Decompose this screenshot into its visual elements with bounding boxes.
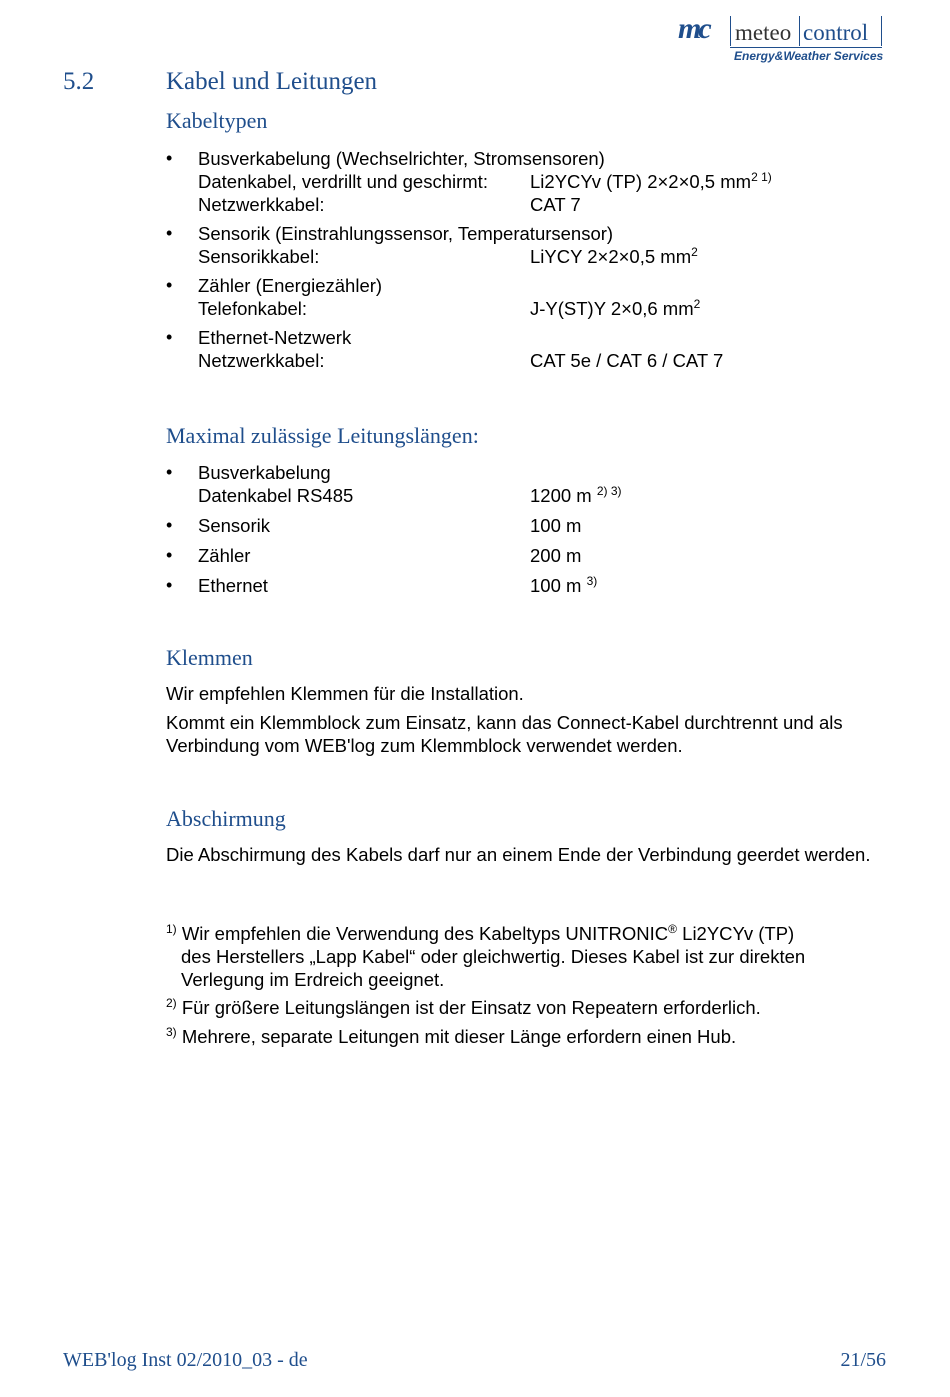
length-label: Datenkabel RS485 bbox=[198, 485, 354, 506]
list-item bbox=[166, 147, 886, 216]
length-value-text: 100 m bbox=[530, 575, 582, 596]
logo-divider bbox=[799, 16, 800, 46]
klemmen-paragraph-1: Wir empfehlen Klemmen für die Installation. bbox=[166, 683, 524, 704]
footnote-mark: 1) bbox=[166, 922, 177, 936]
logo-mark: mc bbox=[678, 12, 709, 45]
cable-value bbox=[530, 170, 772, 193]
footer-document-id: WEB'log Inst 02/2010_03 - de bbox=[63, 1349, 308, 1371]
footnote-2 bbox=[166, 996, 886, 1019]
length-value-text: 1200 m bbox=[530, 485, 592, 506]
superscript: 3) bbox=[586, 574, 598, 588]
list-item-title: • Busverkabelung (Wechselrichter, Stromsensoren) bbox=[198, 148, 605, 169]
footnote-1 bbox=[166, 922, 886, 991]
footnote-3 bbox=[166, 1025, 886, 1048]
registered-mark: ® bbox=[668, 922, 678, 936]
list-item bbox=[166, 222, 886, 268]
list-item-title: • Zähler (Energiezähler) bbox=[198, 275, 383, 296]
cable-row bbox=[198, 297, 886, 320]
cable-value bbox=[530, 297, 700, 320]
cable-label: Telefonkabel: bbox=[198, 298, 308, 319]
logo-divider bbox=[881, 16, 882, 46]
footnote-text: Wir empfehlen die Verwendung des Kabeltyps UNITRONIC bbox=[181, 923, 669, 944]
cable-value: CAT 5e / CAT 6 / CAT 7 bbox=[530, 350, 724, 371]
logo-word-control: control bbox=[803, 20, 869, 45]
length-row bbox=[198, 574, 886, 597]
length-value bbox=[530, 484, 622, 507]
footnote-text: Mehrere, separate Leitungen mit dieser Länge erfordern einen Hub. bbox=[181, 1026, 737, 1047]
cable-value bbox=[530, 245, 698, 268]
footnote-mark: 3) bbox=[166, 1025, 177, 1039]
length-value: 200 m bbox=[530, 545, 582, 566]
logo-divider bbox=[730, 16, 731, 46]
list-item bbox=[166, 574, 886, 597]
section-number: 5.2 bbox=[63, 68, 95, 95]
section-title: Kabel und Leitungen bbox=[166, 68, 378, 95]
cable-row bbox=[198, 245, 886, 268]
list-item bbox=[166, 544, 886, 567]
heading-leitungslaengen: Maximal zulässige Leitungslängen: bbox=[166, 423, 479, 448]
superscript: 2) 3) bbox=[596, 484, 622, 498]
cable-label: Datenkabel, verdrillt und geschirmt: bbox=[198, 171, 488, 192]
klemmen-paragraph-2: Kommt ein Klemmblock zum Einsatz, kann das Connect-Kabel durchtrennt und als Verbindung vom WEB'log zum Klemmblock verwendet werden. bbox=[166, 712, 843, 756]
cable-label: Sensorikkabel: bbox=[198, 246, 320, 267]
length-row bbox=[198, 544, 886, 567]
cable-label: Netzwerkkabel: bbox=[198, 350, 325, 371]
list-item-title: • Ethernet-Netzwerk bbox=[198, 327, 352, 348]
list-item bbox=[166, 326, 886, 372]
list-item-title: • Sensorik (Einstrahlungssensor, Temperatursensor) bbox=[198, 223, 614, 244]
superscript: 2 1) bbox=[751, 170, 772, 184]
cable-value-text: LiYCY 2×2×0,5 mm bbox=[530, 246, 692, 267]
footer-page-number: 21/56 bbox=[840, 1349, 886, 1371]
length-label: Ethernet bbox=[198, 575, 268, 596]
cable-row bbox=[198, 170, 886, 193]
superscript: 2 bbox=[691, 245, 698, 259]
heading-kabeltypen: Kabeltypen bbox=[166, 108, 268, 133]
length-label: Sensorik bbox=[198, 515, 270, 536]
footnote-mark: 2) bbox=[166, 996, 177, 1010]
heading-abschirmung: Abschirmung bbox=[166, 806, 286, 831]
list-item bbox=[166, 514, 886, 537]
heading-klemmen: Klemmen bbox=[166, 645, 253, 670]
company-logo bbox=[678, 12, 888, 66]
logo-word-meteo: meteo bbox=[735, 20, 792, 45]
cable-row bbox=[198, 349, 886, 372]
superscript: 2 bbox=[693, 297, 701, 311]
footnote-text: Für größere Leitungslängen ist der Einsatz von Repeatern erforderlich. bbox=[181, 997, 761, 1018]
logo-tagline: Energy&Weather Services bbox=[734, 49, 884, 63]
length-row bbox=[198, 514, 886, 537]
cable-value-text: J-Y(ST)Y 2×0,6 mm bbox=[530, 298, 694, 319]
footnote-text: Li2YCYv (TP) bbox=[677, 923, 795, 944]
abschirmung-paragraph: Die Abschirmung des Kabels darf nur an einem Ende der Verbindung geerdet werden. bbox=[166, 844, 871, 865]
logo-underline bbox=[730, 47, 882, 48]
cable-type-list bbox=[166, 147, 886, 372]
footnote-line bbox=[166, 922, 886, 945]
cable-value-text: Li2YCYv (TP) 2×2×0,5 mm bbox=[530, 171, 752, 192]
length-list bbox=[166, 461, 886, 597]
length-value: 100 m bbox=[530, 515, 582, 536]
cable-row bbox=[198, 193, 886, 216]
cable-label: Netzwerkkabel: bbox=[198, 194, 325, 215]
cable-value: CAT 7 bbox=[530, 194, 581, 215]
list-item bbox=[166, 274, 886, 320]
list-item-title: • Busverkabelung bbox=[198, 462, 331, 483]
length-value bbox=[530, 574, 597, 597]
list-item bbox=[166, 461, 886, 507]
footnote-continuation: des Herstellers „Lapp Kabel“ oder gleichwertig. Dieses Kabel ist zur direkten Verlegung im Erdreich geeignet. bbox=[181, 946, 806, 990]
length-row bbox=[198, 484, 886, 507]
length-label: Zähler bbox=[198, 545, 251, 566]
